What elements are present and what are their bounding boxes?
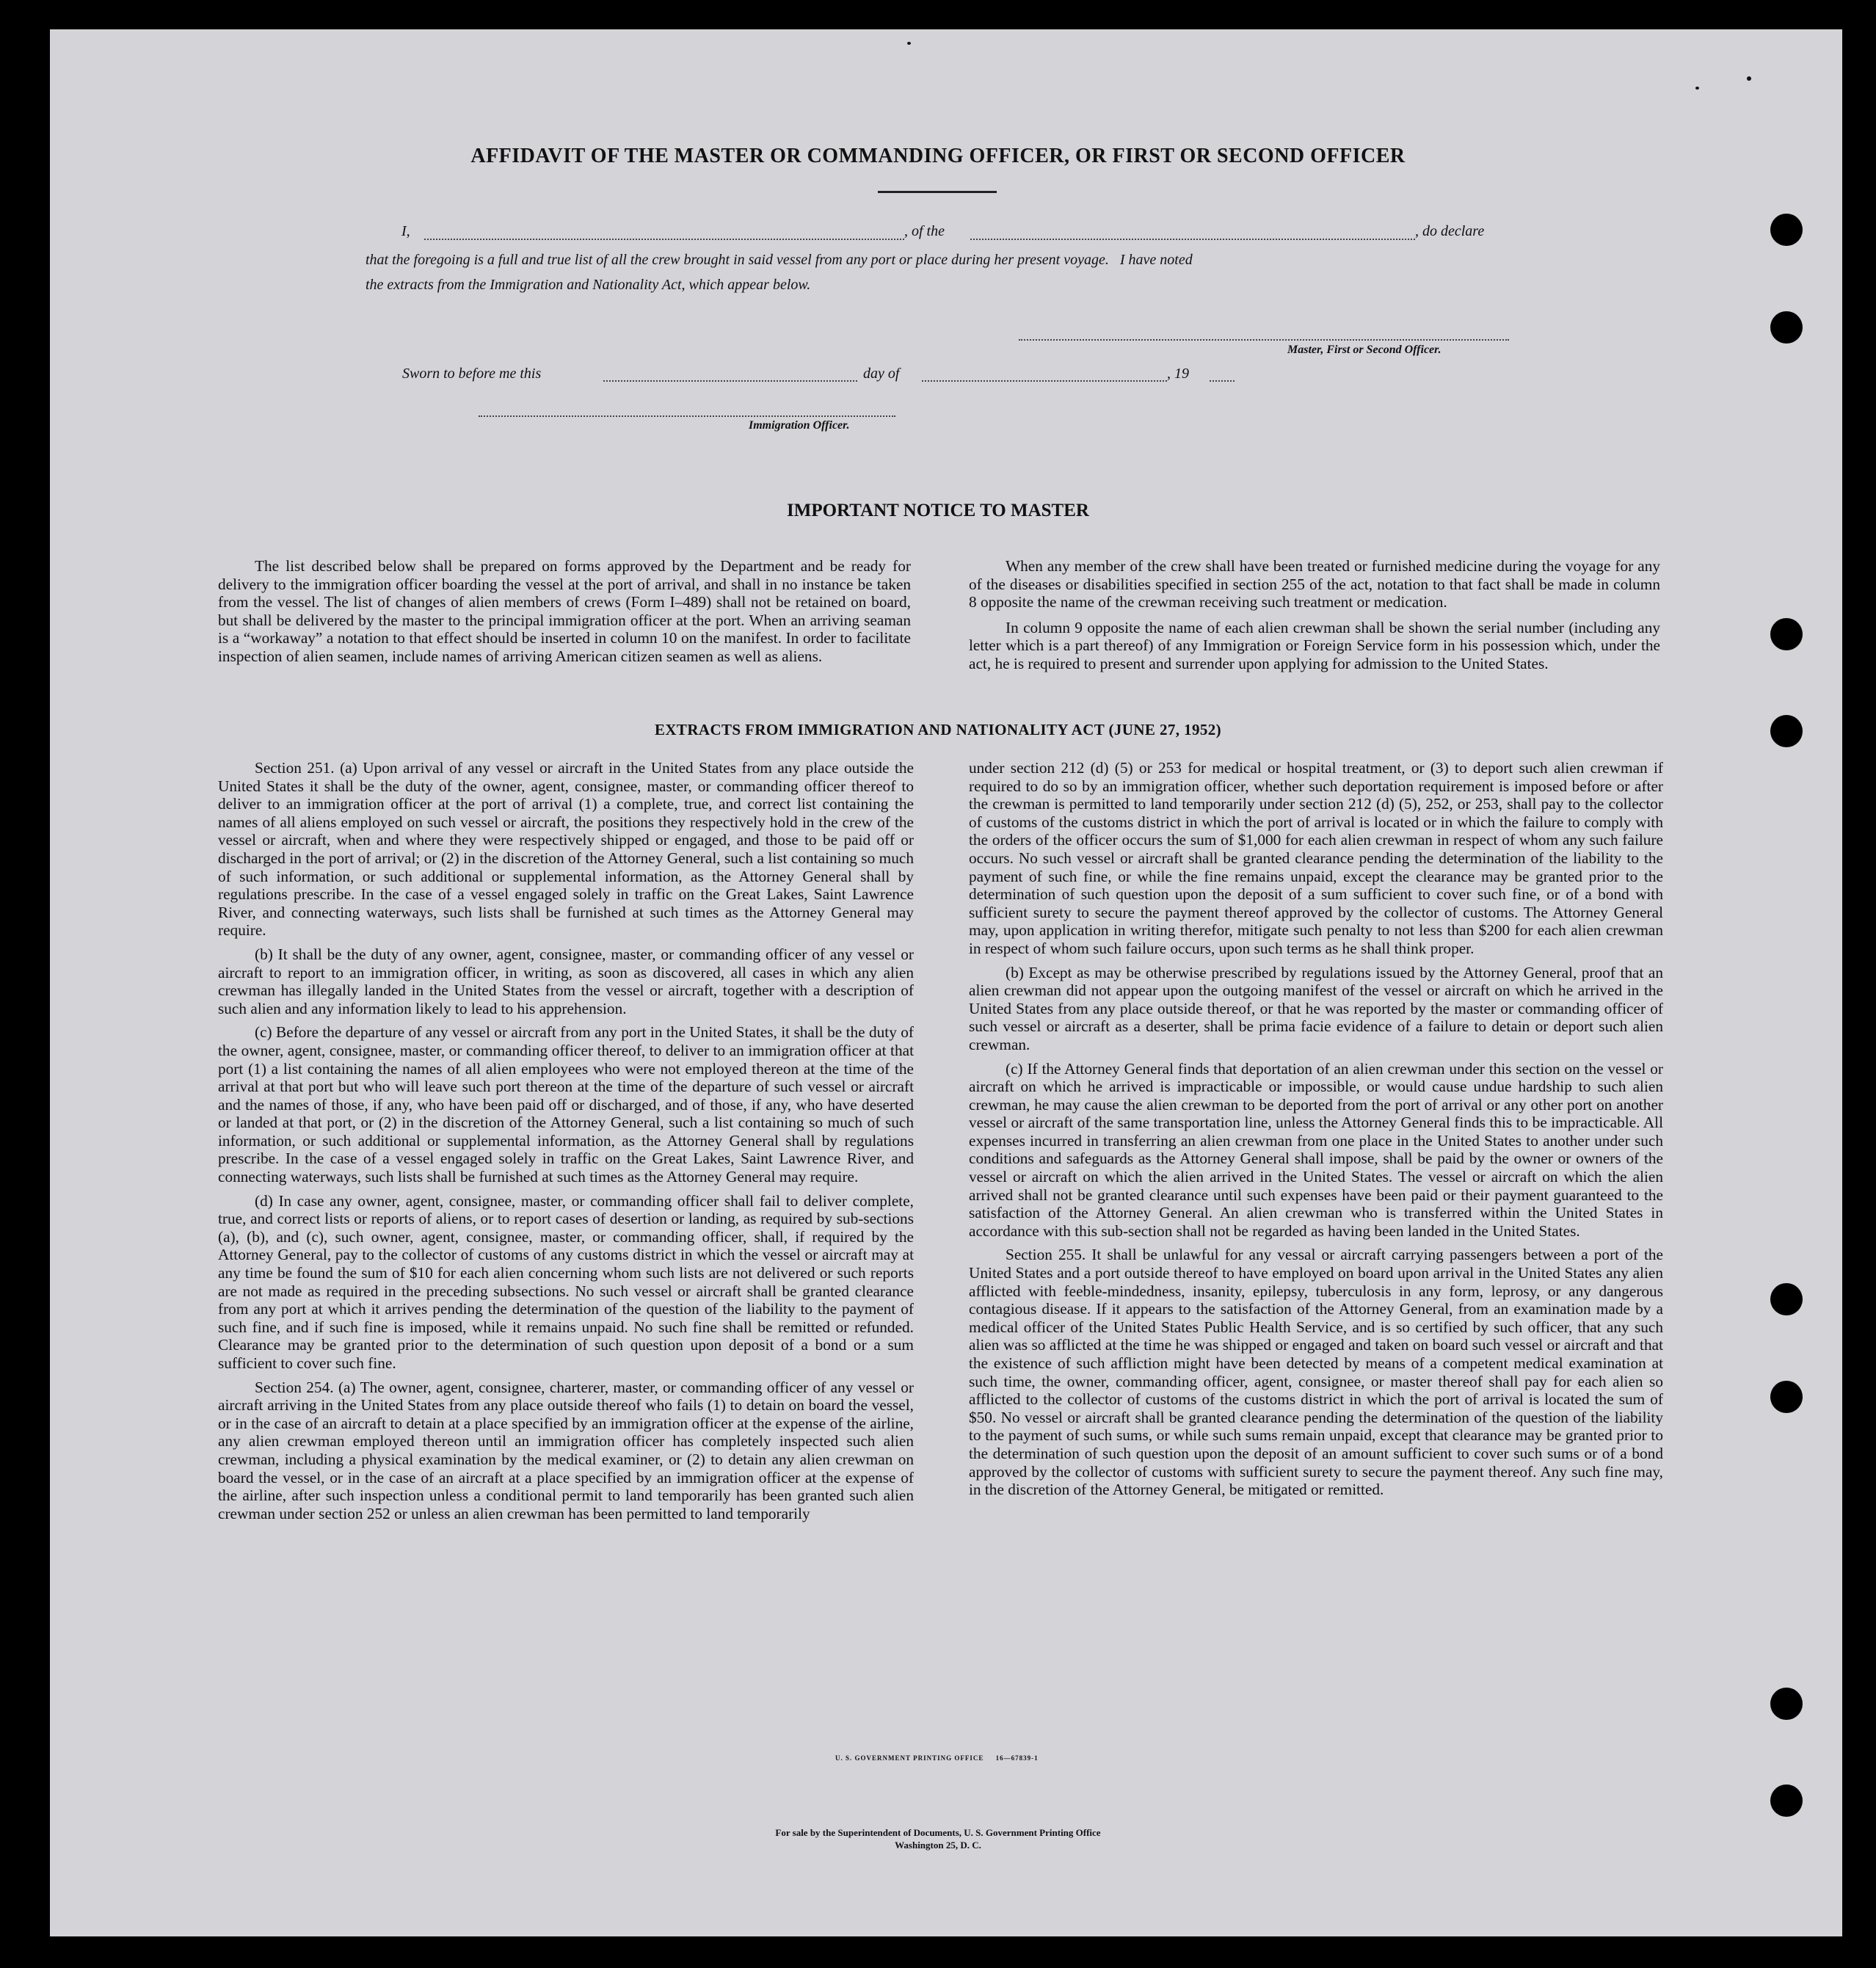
notice-right-paragraph-2: In column 9 opposite the name of each alien crewman shall be shown the serial number (including any letter which is a part thereof) of any Immigration or Foreign Service form in his possession which, under the act, he is required to present and surrender upon applying for admission to the United States. — [969, 618, 1660, 672]
notice-left-column — [218, 557, 911, 672]
sworn-month-field[interactable] — [922, 380, 1167, 382]
footer — [0, 1826, 1876, 1851]
notice-title: IMPORTANT NOTICE TO MASTER — [787, 501, 1089, 520]
extracts-right-column — [969, 759, 1663, 1505]
year-label: , 19 — [1167, 366, 1189, 382]
vessel-field[interactable] — [970, 239, 1415, 240]
do-declare-label: , do declare — [1415, 223, 1485, 239]
notice-right-column — [969, 557, 1660, 679]
master-signature-label: Master, First or Second Officer. — [1287, 344, 1441, 356]
printer-line: U. S. GOVERNMENT PRINTING OFFICE 16—67839-1 — [835, 1754, 1039, 1762]
section-254-c: (c) If the Attorney General finds that deportation of an alien crewman under this section on the vessel or aircraft on which he arrived is impracticable or impossible, or would cause undue hardship to such alien crewman, he may cause the alien crewman to be deported from the port of arrival or any other port on another vessel or aircraft of the same transportation line, unless the Attorney General finds this to be impracticable. All expenses incurred in transferring an alien crewman from one place in the United States to another under such conditions and safeguards as the Attorney General shall impose, shall be paid by the owner or owners of the vessel or aircraft on which the alien arrived in the United States. The vessel or aircraft on which the alien arrived shall not be granted clearance until such expenses have been paid or their payment guaranteed to the satisfaction of the Attorney General. An alien crewman who is transferred within the United States in accordance with this sub-section shall not be regarded as having been landed in the United States. — [969, 1059, 1663, 1240]
ink-spot — [1747, 76, 1751, 81]
declaration-line-2: the extracts from the Immigration and Nationality Act, which appear below. — [366, 277, 811, 293]
day-of-label: day of — [863, 366, 900, 382]
officer-signature-label: Immigration Officer. — [749, 419, 850, 432]
title-underline — [878, 191, 997, 193]
punch-hole — [1770, 1381, 1803, 1413]
sworn-day-field[interactable] — [603, 380, 857, 382]
affidavit-title: AFFIDAVIT OF THE MASTER OR COMMANDING OFFICER, OR FIRST OR SECOND OFFICER — [470, 145, 1406, 167]
notice-left-paragraph: The list described below shall be prepared on forms approved by the Department and be ready for delivery to the immigration officer boarding the vessel at the port of arrival, and shall in no instance be taken from the vessel. The list of changes of alien members of crews (Form I–489) shall not be retained on board, but shall be delivered by the master to the principal immigration officer at the port. When an arriving seaman is a “workaway” a notation to that effect should be inserted in column 10 on the manifest. In order to facilitate inspection of alien seamen, include names of arriving American citizen seamen as well as aliens. — [218, 557, 911, 665]
notice-right-paragraph-1: When any member of the crew shall have been treated or furnished medicine during the voyage for any of the diseases or disabilities specified in section 255 of the act, notation to that fact shall be made in column 8 opposite the name of the crewman receiving such treatment or medication. — [969, 557, 1660, 611]
section-251-d: (d) In case any owner, agent, consignee, master, or commanding officer shall fail to deliver complete, true, and correct lists or reports of aliens, or to report cases of desertion or landing, as required by sub-sections (a), (b), and (c), such owner, agent, consignee, master, or commanding officer, shall, if required by the Attorney General, pay to the collector of customs of any customs district in which the vessel or aircraft may at any time be found the sum of $10 for each alien concerning whom such lists are not delivered or such reports are not made as required in the preceding subsections. No such vessel or aircraft shall be granted clearance from any port at which it arrives pending the determination of the question of the liability to the payment of such fine, and if such fine is imposed, while it remains unpaid. No such fine shall be remitted or refunded. Clearance may be granted prior to the determination of such question upon deposit of a bond or a sum sufficient to cover such fine. — [218, 1191, 914, 1372]
declaration-line-1: that the foregoing is a full and true list of all the crew brought in said vessel from any port or place during her present voyage. I have noted — [366, 252, 1193, 268]
sworn-label: Sworn to before me this — [402, 366, 542, 382]
officer-signature-field[interactable] — [479, 415, 895, 417]
section-254-a-continued: under section 212 (d) (5) or 253 for medical or hospital treatment, or (3) to deport such alien crewman if required to do so by an immigration officer, whether such deportation requirement is imposed before or after the crewman is permitted to land temporarily under section 212 (d) (5), 252, or 253, shall pay to the collector of customs of the customs district in which the port of arrival is located or in which the failure to comply with the orders of the officer occurs the sum of $1,000 for each alien crewman in respect of whom any such failure occurs. No such vessel or aircraft shall be granted clearance pending the determination of the liability to the payment of such fine, or while the fine remains unpaid, except the clearance may be granted prior to the determination of such question upon the deposit of a sum sufficient to cover such fine, or of a bond with sufficient surety to secure the payment thereof approved by the collector of customs. The Attorney General may, upon application in writing therefor, mitigate such penalty to not less than $200 for each alien crewman in respect of whom such failure occurs, upon such terms as he shall think proper. — [969, 759, 1663, 957]
punch-hole — [1770, 1283, 1803, 1315]
sworn-year-field[interactable] — [1210, 380, 1235, 382]
punch-hole — [1770, 1688, 1803, 1720]
ink-spot — [907, 42, 911, 45]
master-signature-field[interactable] — [1019, 339, 1509, 341]
section-255: Section 255. It shall be unlawful for any vessal or aircraft carrying passengers between a port of the United States and a port outside thereof to have employed on board upon arrival in the United States any alien afflicted with feeble-mindedness, insanity, epilepsy, tuberculosis in any form, leprosy, or any dangerous contagious disease. If it appears to the satisfaction of the Attorney General, from an examination made by a medical officer of the United States Public Health Service, and is so certified by such officer, that any such alien was so afflicted at the time he was shipped or engaged and taken on board such vessel or aircraft and that the existence of such affliction might have been detected by means of a competent medical examination at such time, the owner, commanding officer, agent, consignee, or master thereof shall pay for each alien so afflicted to the collector of customs of the customs district in which the port of arrival is located the sum of $50. No vessel or aircraft shall be granted clearance pending the determination of the question of the liability to the payment of such sums, or while such sums remain unpaid, except that clearance may be granted prior to the determination of such question upon the deposit of an amount sufficient to cover such sums or of a bond approved by the collector of customs with sufficient surety to secure the payment thereof. Any such fine may, in the discretion of the Attorney General, be mitigated or remitted. — [969, 1246, 1663, 1499]
extracts-title: EXTRACTS FROM IMMIGRATION AND NATIONALITY ACT (JUNE 27, 1952) — [654, 721, 1222, 738]
punch-hole — [1770, 214, 1803, 246]
punch-hole — [1770, 311, 1803, 344]
section-251-a: Section 251. (a) Upon arrival of any vessel or aircraft in the United States from any place outside the United States it shall be the duty of the owner, agent, consignee, master, or commanding officer thereof to deliver to an immigration officer at the port of arrival (1) a complete, true, and correct list containing the names of all aliens employed on such vessel or aircraft, the positions they respectively hold in the crew of the vessel or aircraft, when and where they were respectively shipped or engaged, and those to be paid off or discharged in the port of arrival; or (2) in the discretion of the Attorney General, such a list containing so much of such information, or such additional or supplemental information, as the Attorney General shall by regulations prescribe. In the case of a vessel engaged solely in traffic on the Great Lakes, Saint Lawrence River, and connecting waterways, such lists shall be furnished at such times as the Attorney General may require. — [218, 759, 914, 940]
section-251-c: (c) Before the departure of any vessel or aircraft from any port in the United States, it shall be the duty of the owner, agent, consignee, master, or commanding officer thereof, to deliver to an immigration officer at that port (1) a list containing the names of all alien employees who were not employed thereon at the time of the arrival at that port but who will leave such port thereon at the time of the departure of such vessel or aircraft and the names of those, if any, who have been paid off or discharged, and of those, if any, who have deserted or landed at that port, or (2) in the discretion of the Attorney General, such a list containing so much of such information, or such additional or supplemental information, as the Attorney General shall by regulations prescribe. In the case of a vessel engaged solely in traffic on the Great Lakes, Saint Lawrence River, and connecting waterways, such lists shall be furnished at such times as the Attorney General may require. — [218, 1023, 914, 1186]
section-254-a: Section 254. (a) The owner, agent, consignee, charterer, master, or commanding officer of any vessel or aircraft arriving in the United States from any place outside thereof who fails (1) to detain on board the vessel, or in the case of an aircraft to detain at a place specified by an immigration officer at the expense of the airline, any alien crewman employed thereon until an immigration officer has completely inspected such alien crewman, including a physical examination by the medical examiner, or (2) to detain any alien crewman on board the vessel, or in the case of an aircraft at a place specified by an immigration officer at the expense of the airline, after such inspection unless a conditional permit to land temporarily has been granted such alien crewman under section 252 or unless an alien crewman has been permitted to land temporarily — [218, 1378, 914, 1522]
i-label: I, — [401, 223, 410, 239]
ink-spot — [1695, 87, 1699, 90]
section-254-b: (b) Except as may be otherwise prescribed by regulations issued by the Attorney General, proof that an alien crewman did not appear upon the outgoing manifest of the vessel or aircraft on which he arrived in the United States from any place outside thereof, or that he was reported by the master or commanding officer of such vessel or aircraft as a deserter, shall be prima facie evidence of a failure to detain or deport such alien crewman. — [969, 963, 1663, 1053]
extracts-left-column — [218, 759, 914, 1528]
footer-line-1: For sale by the Superintendent of Documents, U. S. Government Printing Office — [775, 1827, 1101, 1838]
punch-hole — [1770, 618, 1803, 650]
punch-hole — [1770, 1784, 1803, 1817]
footer-line-2: Washington 25, D. C. — [895, 1840, 981, 1851]
section-251-b: (b) It shall be the duty of any owner, agent, consignee, master, or commanding officer of any vessel or aircraft to report to an immigration officer, in writing, as soon as discovered, all cases in which any alien crewman has illegally landed in the United States from the vessel or aircraft, together with a description of such alien and any information likely to lead to his apprehension. — [218, 945, 914, 1017]
name-field[interactable] — [424, 239, 904, 240]
of-the-label: , of the — [904, 223, 945, 239]
